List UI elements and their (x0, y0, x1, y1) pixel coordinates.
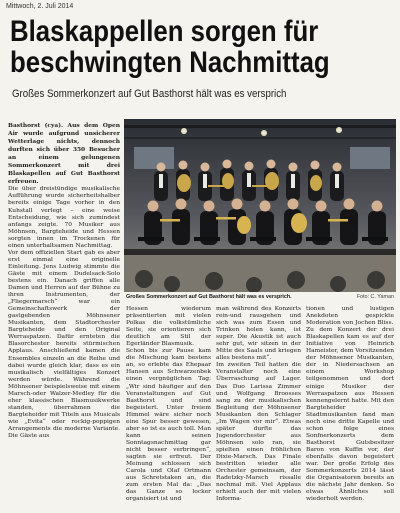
brass-band-photo-image (124, 119, 396, 292)
headline-line-1: Blaskappellen sorgen für (10, 15, 319, 48)
article-column-4: tionen und lustigen Anekdoten gespickte Moderation von Jochen Bliss. Zu dem Konzert der drei Blaskapellen kam es auf der Initiative von Heinrich Hameister, dem Vorsitzenden der Möhnsener Musikanten, der in Niedersachsen an einem Workshop teilgenommen und dort einige Musiker der Werraspatzen aus Hessen kennengelernt hatte. Mit den Bargteheider Stadtmusikanten fand man noch eine dritte Kapelle und schon folge eines Sonfnerkonzerts dem Basthorst Gutsbesitzer Baron von Kuffin vor, der ebenfalls davon begeistert war. Der große Erfolg des Sommerkonzerts 2014 lässt die Organisatoren bereits an die nächste Jahr denken. So etwas Ähnliches soll wiederholt werden. (306, 306, 394, 503)
article-column-3: man während des Konzerts rein-und rausgehen und sich was zum Essen und Trinken holen kann, ist super. Die Akustik ist auch sehr gut, wir sitzen in der Mitte des Saals und kriegen alles bestens mit“. Im zweiten Teil hatten die Veranstalter noch eine Überraschung auf Lager. Das Duo Larissa Zimmer und Wolfgang Broosses sang zu der musikalischen Begleitung der Möhnsener Musikanten den Schlager „Im Wagen vor mir“. Etwas später durfte das Jugendorchester aus Möhnsen solo ran, sie spielten einen fröhlichen Dixie-Marsch. Das Finale bestritten wieder alle Orchester gemeinsam, der Radetzky-Marsch rissalle nochmal mit. Viel Applaus erhielt auch der mit vielen Informa- (216, 306, 301, 503)
headline-line-2: beschwingten Nachmittag (10, 46, 330, 79)
photo-caption: Großes Sommerkonzert auf Gut Basthorst hält was es versprich. (126, 294, 292, 300)
dateline: Mittwoch, 2. Juli 2014 (6, 3, 74, 10)
concert-photo (124, 119, 396, 292)
article-column-1 (8, 122, 120, 513)
article-column-2: Hessen wiederum präsentierten mit vielen Polkas die volkstümliche Seite, sie orientieren sich deutlich am Stil der Egerländer Blasmusik. Schon bis zur Pause kam die Mischung kam bestens an, so erlebte das Ehepaar Hansen aus Schwarzenbek einen vergnüglichen Tag: „Wir sind häufiger auf den Veranstaltungen auf Gut Basthorst und sind begeistert. Unter freiem Himmel wäre sicher noch eine Spur besser gewesen, aber so ist es auch toll. Man kann seinen Sonntagsnachmittag gar nicht besser verbringen“, sagten sie erfreut. Der Meinung schlossen sich Carola und Olaf Ortmann aus Schretstaken an, die zum ersten Mal da: „Das das Ganze so locker organisiert ist und (126, 306, 211, 503)
headline (10, 16, 341, 78)
photo-credit: Foto: C. Yaman (356, 294, 394, 300)
lead-paragraph: Basthorst (cya). Aus dem Open Air wurde aufgrund unsicherer Wetterlage nichts, dennoch durften sich über 350 Besucher an einem gelungenen Sommerkonzert mit drei Blaskapellen auf Gut Basthorst erfreuen. (8, 122, 120, 186)
photo-caption-line (126, 294, 396, 302)
column-1-body: Die über dreistündige musikalische Aufführung wurde sicherheitshalber bereits einige Tage vorher in den Kuhstall verlegt – eine weise Entscheidung, wie sich zumindest anfangs zeigte. 70 Musiker aus Möhnsen, Bargteheide und Hessen sorgten innen im Trockenen für einen unterhaltsamen Nachmittag. Vor dem offiziellen Start gab es aber erst einmal eine originelle Einleitung. Jens Ludwig stimmte die Gäste mit einem Dudelsack-Solo bestens ein. Danach griffen alle Damen und Herren auf der Bühne zu ihren Instrumenten, der „Fliegermarsch“ war ein Gemeinschaftswerk der gastgebenden Möhnsener Musikanten, dem Stadtorchester Bargteheide und den Original Werraspatzen. Dafür ernteten die Blasorchester bereits stürmischen Applaus. Anschließend kamen die Ensembles einzeln an die Reihe und dabei wurde gleich klar, dass es ein musikalisch vielfältiges Konzert werden würde. Während die Möhnsener beispielsweise mit einem Marsch-oder Walzer-Medley für die eher klassischen Blasmusikwerke standen, überrahmen die Bargteheider mit Titeln aus Musicals wie „Evita“ oder rockig-poppigen Arrangements die moderne Variante. Die Gäste aus (8, 186, 120, 440)
subheadline: Großes Sommerkonzert auf Gut Basthorst hält was es versprich (12, 88, 287, 100)
